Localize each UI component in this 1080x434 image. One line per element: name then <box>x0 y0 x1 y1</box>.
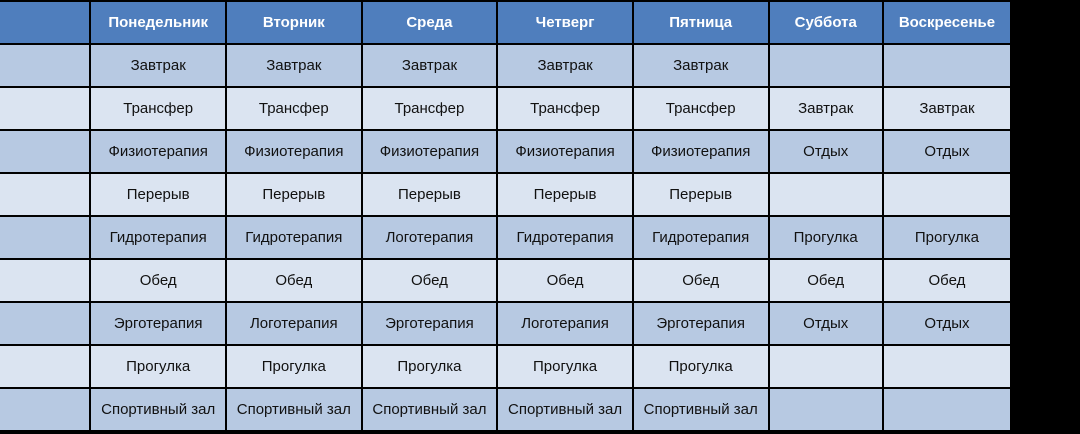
activity-cell-sunday <box>884 45 1010 86</box>
header-day-monday: Понедельник <box>91 2 225 43</box>
activity-cell-monday: Физиотерапия <box>91 131 225 172</box>
activity-cell-wednesday: Логотерапия <box>363 217 497 258</box>
activity-cell-tuesday: Трансфер <box>227 88 361 129</box>
table-row <box>0 389 1010 430</box>
activity-cell-sunday: Отдых <box>884 131 1010 172</box>
activity-cell-wednesday: Трансфер <box>363 88 497 129</box>
time-cell <box>0 303 89 344</box>
header-day-sunday: Воскресенье <box>884 2 1010 43</box>
time-cell <box>0 346 89 387</box>
activity-cell-saturday: Прогулка <box>770 217 882 258</box>
activity-cell-sunday: Отдых <box>884 303 1010 344</box>
activity-cell-saturday <box>770 346 882 387</box>
time-cell <box>0 217 89 258</box>
activity-cell-tuesday: Спортивный зал <box>227 389 361 430</box>
activity-cell-tuesday: Логотерапия <box>227 303 361 344</box>
activity-cell-thursday: Логотерапия <box>498 303 632 344</box>
activity-cell-wednesday: Перерыв <box>363 174 497 215</box>
time-cell <box>0 45 89 86</box>
table-row <box>0 260 1010 301</box>
activity-cell-friday: Прогулка <box>634 346 768 387</box>
activity-cell-thursday: Обед <box>498 260 632 301</box>
activity-cell-thursday: Прогулка <box>498 346 632 387</box>
header-day-tuesday: Вторник <box>227 2 361 43</box>
activity-cell-monday: Прогулка <box>91 346 225 387</box>
activity-cell-saturday: Отдых <box>770 131 882 172</box>
activity-cell-saturday <box>770 389 882 430</box>
activity-cell-sunday: Обед <box>884 260 1010 301</box>
activity-cell-sunday <box>884 174 1010 215</box>
time-cell <box>0 260 89 301</box>
activity-cell-saturday <box>770 174 882 215</box>
activity-cell-saturday: Завтрак <box>770 88 882 129</box>
activity-cell-monday: Обед <box>91 260 225 301</box>
activity-cell-wednesday: Спортивный зал <box>363 389 497 430</box>
activity-cell-thursday: Перерыв <box>498 174 632 215</box>
activity-cell-monday: Гидротерапия <box>91 217 225 258</box>
activity-cell-wednesday: Эрготерапия <box>363 303 497 344</box>
header-time <box>0 2 89 43</box>
activity-cell-saturday <box>770 45 882 86</box>
activity-cell-sunday: Прогулка <box>884 217 1010 258</box>
activity-cell-wednesday: Завтрак <box>363 45 497 86</box>
activity-cell-wednesday: Прогулка <box>363 346 497 387</box>
time-cell <box>0 389 89 430</box>
activity-cell-monday: Завтрак <box>91 45 225 86</box>
activity-cell-friday: Гидротерапия <box>634 217 768 258</box>
activity-cell-monday: Эрготерапия <box>91 303 225 344</box>
header-day-saturday: Суббота <box>770 2 882 43</box>
activity-cell-tuesday: Физиотерапия <box>227 131 361 172</box>
activity-cell-tuesday: Прогулка <box>227 346 361 387</box>
table-row <box>0 303 1010 344</box>
activity-cell-friday: Эрготерапия <box>634 303 768 344</box>
activity-cell-sunday: Завтрак <box>884 88 1010 129</box>
header-day-thursday: Четверг <box>498 2 632 43</box>
table-row <box>0 45 1010 86</box>
activity-cell-wednesday: Физиотерапия <box>363 131 497 172</box>
table-row <box>0 174 1010 215</box>
time-cell <box>0 88 89 129</box>
activity-cell-friday: Трансфер <box>634 88 768 129</box>
header-day-friday: Пятница <box>634 2 768 43</box>
time-cell <box>0 174 89 215</box>
time-cell <box>0 131 89 172</box>
activity-cell-tuesday: Завтрак <box>227 45 361 86</box>
activity-cell-thursday: Трансфер <box>498 88 632 129</box>
table-row <box>0 346 1010 387</box>
activity-cell-tuesday: Перерыв <box>227 174 361 215</box>
table-row <box>0 217 1010 258</box>
activity-cell-friday: Физиотерапия <box>634 131 768 172</box>
activity-cell-friday: Спортивный зал <box>634 389 768 430</box>
activity-cell-saturday: Обед <box>770 260 882 301</box>
activity-cell-friday: Завтрак <box>634 45 768 86</box>
table-row <box>0 88 1010 129</box>
activity-cell-thursday: Гидротерапия <box>498 217 632 258</box>
activity-cell-thursday: Физиотерапия <box>498 131 632 172</box>
activity-cell-sunday <box>884 389 1010 430</box>
activity-cell-tuesday: Гидротерапия <box>227 217 361 258</box>
activity-cell-friday: Перерыв <box>634 174 768 215</box>
activity-cell-thursday: Спортивный зал <box>498 389 632 430</box>
activity-cell-thursday: Завтрак <box>498 45 632 86</box>
activity-cell-tuesday: Обед <box>227 260 361 301</box>
table-row <box>0 131 1010 172</box>
header-row <box>0 2 1010 43</box>
header-day-wednesday: Среда <box>363 2 497 43</box>
activity-cell-monday: Перерыв <box>91 174 225 215</box>
activity-cell-monday: Трансфер <box>91 88 225 129</box>
activity-cell-monday: Спортивный зал <box>91 389 225 430</box>
activity-cell-saturday: Отдых <box>770 303 882 344</box>
schedule-body <box>0 45 1010 430</box>
activity-cell-sunday <box>884 346 1010 387</box>
activity-cell-friday: Обед <box>634 260 768 301</box>
activity-cell-wednesday: Обед <box>363 260 497 301</box>
